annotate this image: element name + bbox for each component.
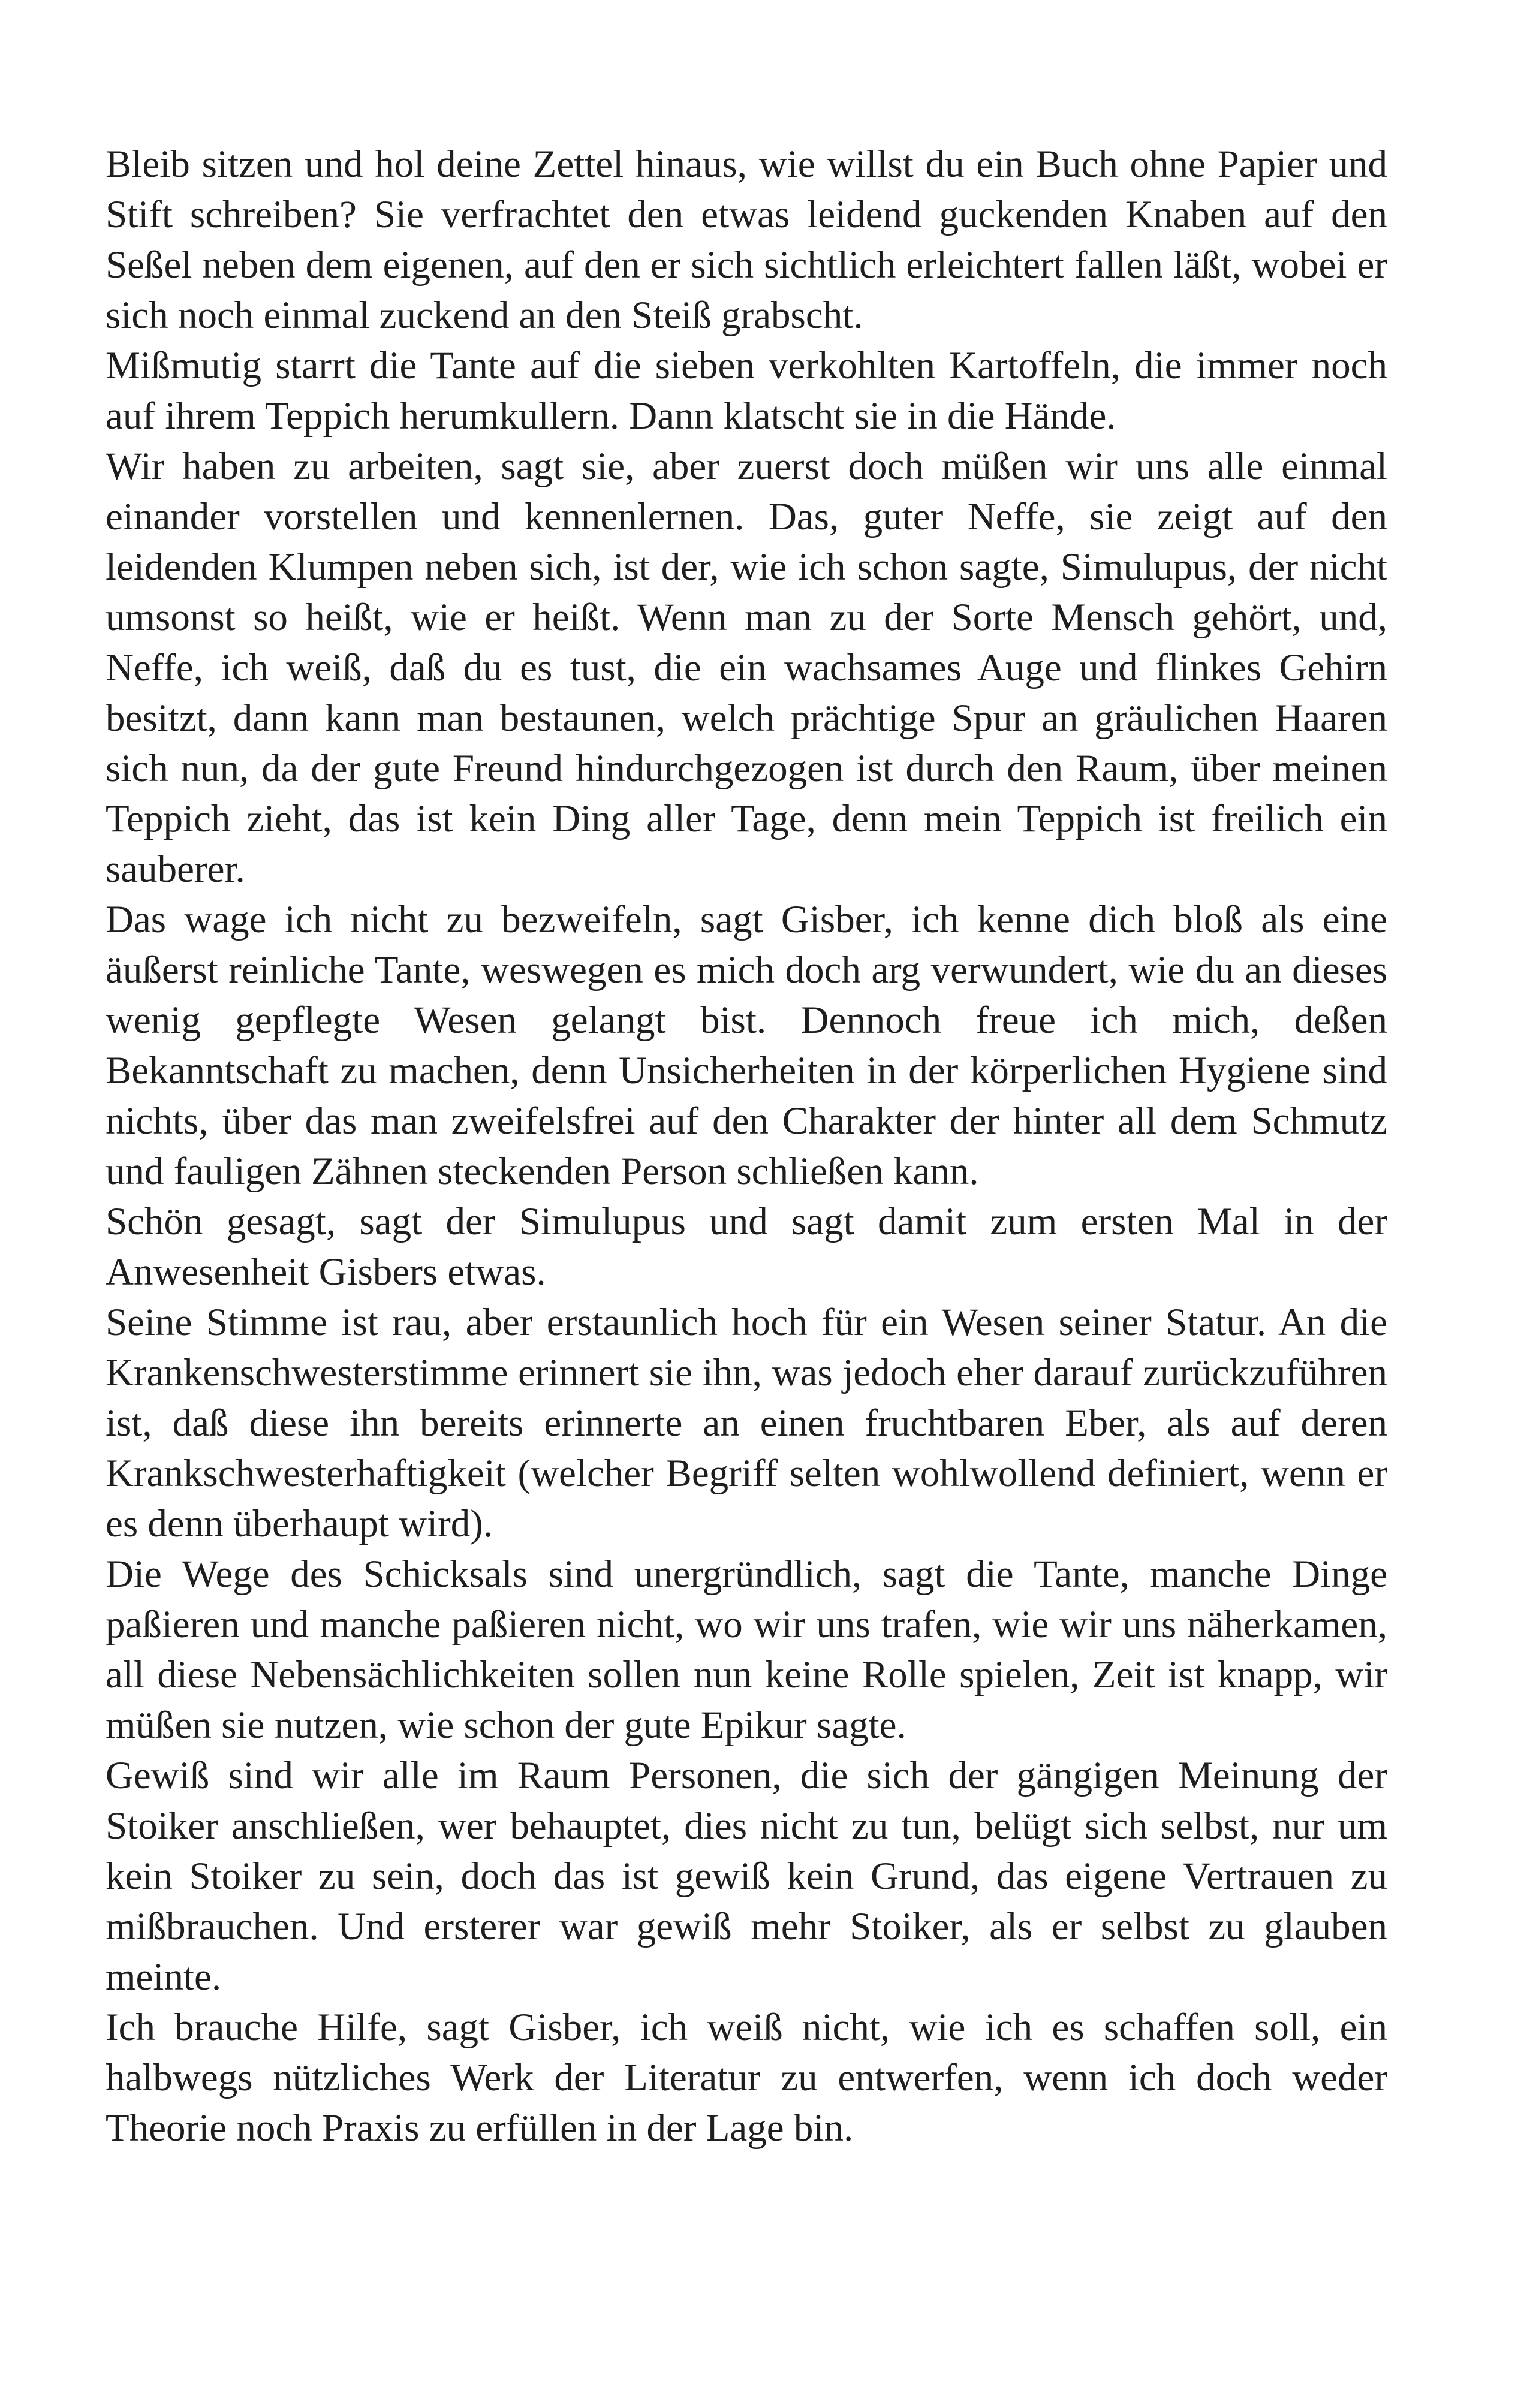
body-text bbox=[106, 139, 1387, 2153]
paragraph-5: Schön gesagt, sagt der Simulupus und sagt damit zum ersten Mal in der Anwesenheit Gisbers etwas. bbox=[106, 1200, 1387, 1294]
paragraph-6: Seine Stimme ist rau, aber erstaunlich hoch für ein Wesen seiner Statur. An die Krankenschwesterstimme erinnert sie ihn, was jedoch eher darauf zurückzuführen ist, daß diese ihn bereits erinnerte an einen fruchtbaren Eber, als auf deren Krankschwesterhaftigkeit (welcher Begriff selten wohlwollend definiert, wenn er es denn überhaupt wird). bbox=[106, 1301, 1387, 1545]
paragraph-8: Gewiß sind wir alle im Raum Personen, die sich der gängigen Meinung der Stoiker anschließen, wer behauptet, dies nicht zu tun, belügt sich selbst, nur um kein Stoiker zu sein, doch das ist gewiß kein Grund, das eigene Vertrauen zu mißbrauchen. Und ersterer war gewiß mehr Stoiker, als er selbst zu glauben meinte. bbox=[106, 1754, 1387, 1999]
paragraph-4: Das wage ich nicht zu bezweifeln, sagt Gisber, ich kenne dich bloß als eine äußerst reinliche Tante, weswegen es mich doch arg verwundert, wie du an dieses wenig gepflegte Wesen gelangt bist. Dennoch freue ich mich, deßen Bekanntschaft zu machen, denn Unsicherheiten in der körperlichen Hygiene sind nichts, über das man zweifelsfrei auf den Charakter der hinter all dem Schmutz und fauligen Zähnen steckenden Person schließen kann. bbox=[106, 898, 1387, 1193]
paragraph-2: Mißmutig starrt die Tante auf die sieben verkohlten Kartoffeln, die immer noch auf ihrem Teppich herumkullern. Dann klatscht sie in die Hände. bbox=[106, 344, 1387, 438]
paragraph-3: Wir haben zu arbeiten, sagt sie, aber zuerst doch müßen wir uns alle einmal einander vorstellen und kennenlernen. Das, guter Neffe, sie zeigt auf den leidenden Klumpen neben sich, ist der, wie ich schon sagte, Simulupus, der nicht umsonst so heißt, wie er heißt. Wenn man zu der Sorte Mensch gehört, und, Neffe, ich weiß, daß du es tust, die ein wachsames Auge und flinkes Gehirn besitzt, dann kann man bestaunen, welch prächtige Spur an gräulichen Haaren sich nun, da der gute Freund hindurchgezogen ist durch den Raum, über meinen Teppich zieht, das ist kein Ding aller Tage, denn mein Teppich ist freilich ein sauberer. bbox=[106, 445, 1387, 891]
paragraph-9: Ich brauche Hilfe, sagt Gisber, ich weiß nicht, wie ich es schaffen soll, ein halbwegs nützliches Werk der Literatur zu entwerfen, wenn ich doch weder Theorie noch Praxis zu erfüllen in der Lage bin. bbox=[106, 2006, 1387, 2150]
paragraph-1: Bleib sitzen und hol deine Zettel hinaus, wie willst du ein Buch ohne Papier und Stift schreiben? Sie verfrachtet den etwas leidend guckenden Knaben auf den Seßel neben dem eigenen, auf den er sich sichtlich erleichtert fallen läßt, wobei er sich noch einmal zuckend an den Steiß grabscht. bbox=[106, 143, 1387, 337]
paragraph-7: Die Wege des Schicksals sind unergründlich, sagt die Tante, manche Dinge paßieren und manche paßieren nicht, wo wir uns trafen, wie wir uns näherkamen, all diese Nebensächlichkeiten sollen nun keine Rolle spielen, Zeit ist knapp, wir müßen sie nutzen, wie schon der gute Epikur sagte. bbox=[106, 1553, 1387, 1747]
